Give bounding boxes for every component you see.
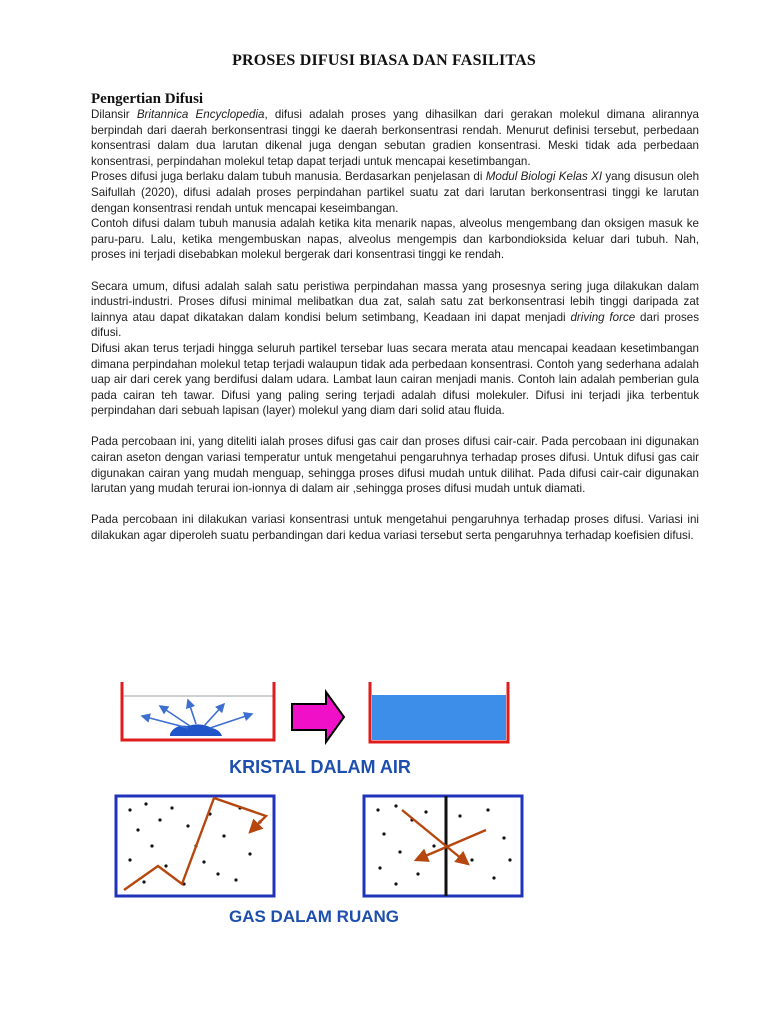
gas-box-right bbox=[364, 796, 522, 896]
paragraph-2 bbox=[91, 169, 699, 216]
diffusion-illustration bbox=[100, 670, 540, 940]
crystal-container-after bbox=[370, 682, 508, 742]
p1-source-italic: Britannica Encyclopedia bbox=[136, 108, 265, 121]
transition-arrow bbox=[292, 692, 344, 742]
p4-term-italic: driving force bbox=[570, 310, 636, 324]
p2-source-italic: Modul Biologi Kelas XI bbox=[485, 170, 603, 184]
p4-text-a: Secara umum, difusi adalah salah satu peristiwa perpindahan massa yang prosesnya sering juga dilakukan dalam industri-industri. Proses difusi minimal melibatkan dua zat, salah satu zat berkonsentrasi lebih tinggi daripada zat lainnya atau dapat dikatakan dalam kondisi belum setimbang, Keadaan ini dapat menjadi bbox=[91, 279, 699, 324]
crystal-container-before bbox=[122, 682, 274, 740]
paragraph-6: Pada percobaan ini, yang diteliti ialah proses difusi gas cair dan proses difusi cair-cair. Pada percobaan ini digunakan cairan aseton dengan variasi temperatur untuk mengetahui pengaruhnya terhadap proses difusi. Untuk difusi gas cair digunakan cairan yang mudah menguap, sehingga proses difusi mudah untuk dilihat. Pada difusi cair-cair digunakan larutan yang mudah terurai ion-ionnya di dalam air ,sehingga proses difusi mudah untuk diamati. bbox=[91, 435, 699, 496]
diffusion-figure bbox=[100, 670, 540, 940]
p1-text-c: , difusi adalah proses yang dihasilkan dari gerakan molekul dimana alirannya berpindah dari daerah berkonsentrasi tinggi ke daerah berkonsentrasi rendah. Menurut definisi tersebut, perbedaan konsentrasi dalam dua larutan dikenal juga dengan sebutan gradien konsentrasi. Meski tidak ada perbedaan konsentrasi, perpindahan molekul tetap dapat terjadi untuk mencapai kesetimbangan. bbox=[91, 108, 699, 168]
gas-box-left bbox=[116, 796, 274, 896]
page-title: PROSES DIFUSI BIASA DAN FASILITAS bbox=[232, 52, 536, 69]
paragraph-5: Difusi akan terus terjadi hingga seluruh partikel tersebar luas secara merata atau mencapai keadaan kesetimbangan dimana perpindahan molekul tetap terjadi walaupun tidak ada perbedaan konsentrasi. Contoh yang sederhana adalah uap air dari cerek yang berdifusi dalam udara. Lambat laun cairan menjadi manis. Contoh lain adalah pemberian gula pada cairan teh tawar. Difusi yang paling sering terjadi adalah difusi molekuler. Difusi ini terjadi jika terbentuk perpindahan dari sebuah lapisan (layer) molekul yang diam dari solid atau fluida. bbox=[91, 341, 699, 418]
section-heading: Pengertian Difusi bbox=[91, 91, 204, 107]
paragraph-3: Contoh difusi dalam tubuh manusia adalah ketika kita menarik napas, alveolus mengembang dan oksigen masuk ke paru-paru. Lalu, ketika mengembuskan napas, alveolus mengempis dan karbondioksida keluar dari tubuh. Nah, proses ini terjadi disebabkan molekul bergerak dari konsentrasi tinggi ke rendah. bbox=[91, 217, 699, 262]
p2-text-c: yang disusun oleh Saifullah (2020), difusi adalah proses perpindahan partikel suatu zat dari larutan berkonsentrasi tinggi ke larutan dengan konsentrasi rendah untuk mencapai keseimbangan. bbox=[91, 170, 700, 215]
caption-gas-in-room: GAS DALAM RUANG bbox=[229, 907, 399, 926]
caption-crystal-in-water: KRISTAL DALAM AIR bbox=[229, 757, 411, 777]
p1-text-a: Dilansir bbox=[91, 108, 137, 121]
paragraph-1 bbox=[91, 107, 699, 169]
paragraph-7: Pada percobaan ini dilakukan variasi konsentrasi untuk mengetahui pengaruhnya terhadap proses difusi. Variasi ini dilakukan agar diperoleh suatu perbandingan dari kedua variasi tersebut serta pengaruhnya terhadap koefisien difusi. bbox=[91, 513, 699, 543]
p2-text-a: Proses difusi juga berlaku dalam tubuh manusia. Berdasarkan penjelasan di bbox=[91, 170, 486, 184]
p4-text-c: dari proses difusi. bbox=[91, 310, 700, 340]
article-body bbox=[91, 107, 699, 544]
paragraph-4 bbox=[91, 279, 699, 341]
